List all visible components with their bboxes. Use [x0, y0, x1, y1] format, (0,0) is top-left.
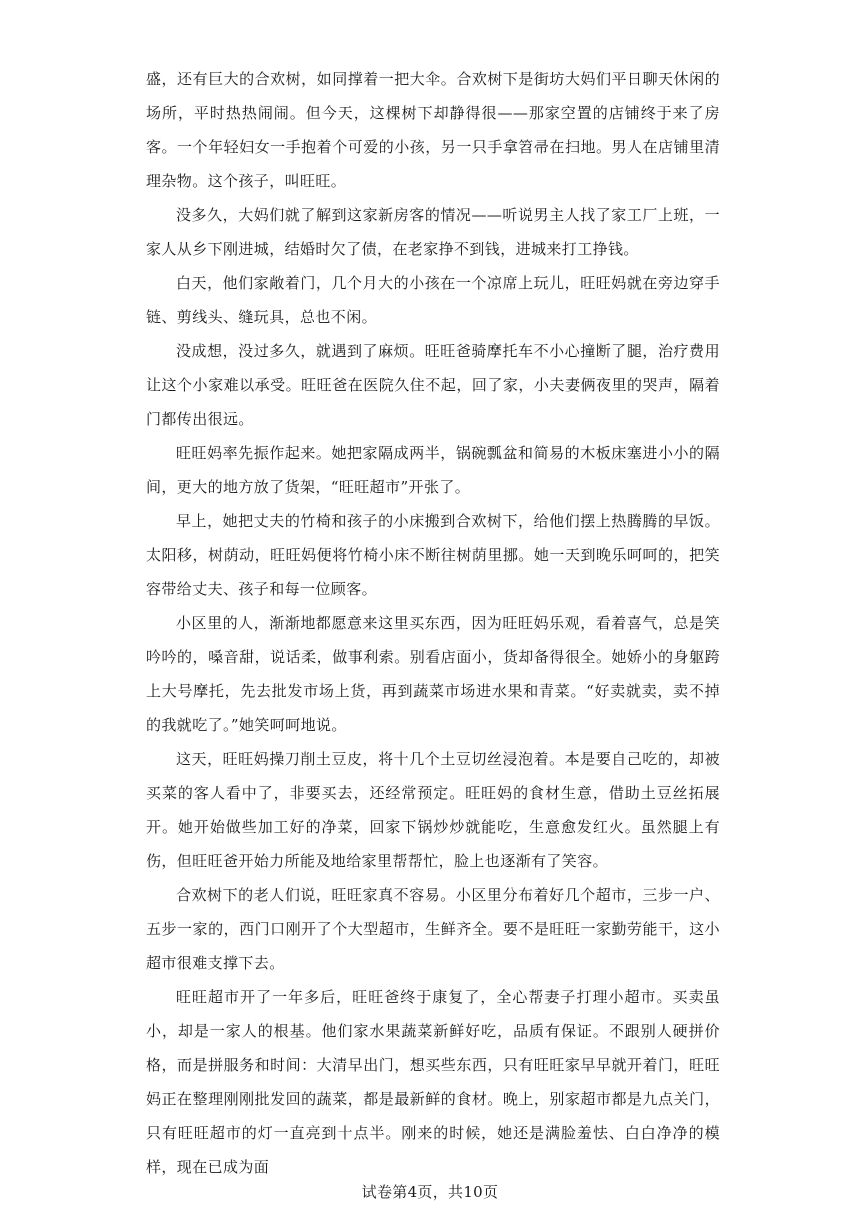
paragraph: 这天，旺旺妈操刀削土豆皮，将十几个土豆切丝浸泡着。本是要自己吃的，却被买菜的客人看中了，非要买去，还经常预定。旺旺妈的食材生意，借助土豆丝拓展开。她开始做些加工好的净菜，回家下锅炒炒就能吃，生意愈发红火。虽然腿上有伤，但旺旺爸开始力所能及地给家里帮帮忙，脸上也逐渐有了笑容。	[146, 750, 720, 870]
paragraph: 小区里的人，渐渐地都愿意来这里买东西，因为旺旺妈乐观，看着喜气，总是笑吟吟的，嗓音甜，说话柔，做事利索。别看店面小，货却备得很全。她娇小的身躯跨上大号摩托，先去批发市场上货，再到蔬菜市场进水果和青菜。“好卖就卖，卖不掉的我就吃了。”她笑呵呵地说。	[146, 614, 720, 734]
paragraph: 旺旺妈率先振作起来。她把家隔成两半，锅碗瓢盆和简易的木板床塞进小小的隔间，更大的地方放了货架，“旺旺超市”开张了。	[146, 444, 720, 496]
paragraph: 旺旺超市开了一年多后，旺旺爸终于康复了，全心帮妻子打理小超市。买卖虽小，却是一家人的根基。他们家水果蔬菜新鲜好吃，品质有保证。不跟别人硬拼价格，而是拼服务和时间：大清早出门，想买些东西，只有旺旺家早早就开着门，旺旺妈正在整理刚刚批发回的蔬菜，都是最新鲜的食材。晚上，别家超市都是九点关门，只有旺旺超市的灯一直亮到十点半。刚来的时候，她还是满脸羞怯、白白净净的模样，现在已成为面	[146, 988, 720, 1176]
paragraph: 合欢树下的老人们说，旺旺家真不容易。小区里分布着好几个超市，三步一户、五步一家的，西门口刚开了个大型超市，生鲜齐全。要不是旺旺一家勤劳能干，这小超市很难支撑下去。	[146, 886, 720, 972]
paragraph: 早上，她把丈夫的竹椅和孩子的小床搬到合欢树下，给他们摆上热腾腾的早饭。太阳移，树荫动，旺旺妈便将竹椅小床不断往树荫里挪。她一天到晚乐呵呵的，把笑容带给丈夫、孩子和每一位顾客。	[146, 512, 720, 598]
paragraph-continued: 盛，还有巨大的合欢树，如同撑着一把大伞。合欢树下是街坊大妈们平日聊天休闲的场所，平时热热闹闹。但今天，这棵树下却静得很——那家空置的店铺终于来了房客。一个年轻妇女一手抱着个可爱的小孩，另一只手拿笤帚在扫地。男人在店铺里清理杂物。这个孩子，叫旺旺。	[146, 70, 720, 190]
paragraph: 白天，他们家敞着门，几个月大的小孩在一个凉席上玩儿，旺旺妈就在旁边穿手链、剪线头、缝玩具，总也不闲。	[146, 274, 720, 326]
article-body	[146, 62, 720, 1184]
paragraph: 没多久，大妈们就了解到这家新房客的情况——听说男主人找了家工厂上班，一家人从乡下刚进城，结婚时欠了债，在老家挣不到钱，进城来打工挣钱。	[146, 206, 720, 258]
page-footer: 试卷第4页，共10页	[361, 1183, 499, 1201]
paragraph: 没成想，没过多久，就遇到了麻烦。旺旺爸骑摩托车不小心撞断了腿，治疗费用让这个小家难以承受。旺旺爸在医院久住不起，回了家，小夫妻俩夜里的哭声，隔着门都传出很远。	[146, 342, 720, 428]
